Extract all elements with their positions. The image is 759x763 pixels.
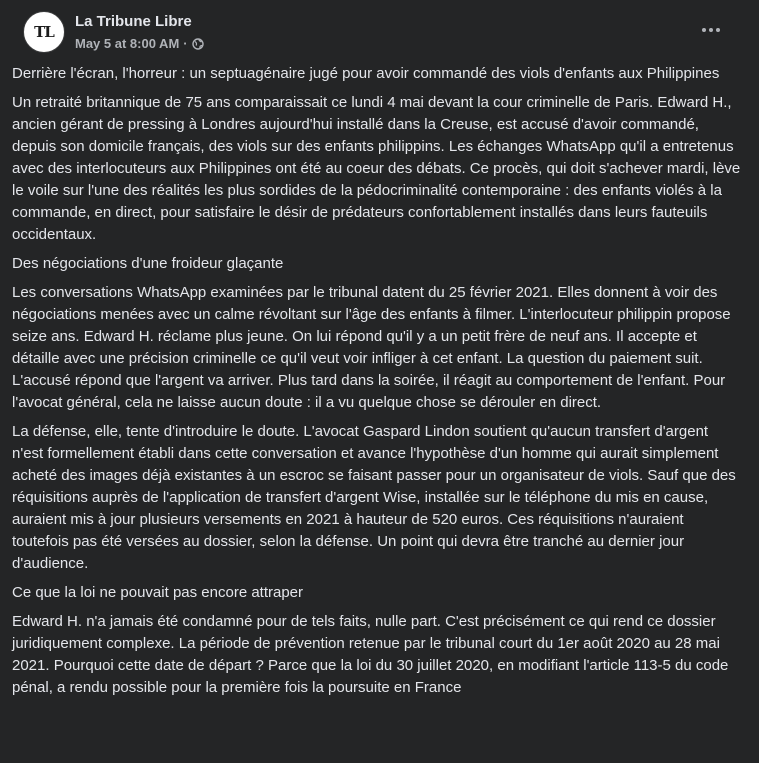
more-horizontal-icon[interactable]: [693, 18, 729, 42]
avatar[interactable]: [23, 11, 65, 53]
post-meta: [75, 36, 204, 52]
post-paragraph: Edward H. n'a jamais été condamné pour de tels faits, nulle part. C'est précisément ce qui rend ce dossier juridiquement complexe. La période de prévention retenue par le tribunal court du 1er août 2020 au 28 mai 2021. Pourquoi cette date de départ ? Parce que la loi du 30 juillet 2020, en modifiant l'article 113-5 du code pénal, a rendu possible pour la première fois la poursuite en France: [12, 613, 729, 696]
post-paragraph: Les conversations WhatsApp examinées par le tribunal datent du 25 février 2021. Elles donnent à voir des négociations menées avec un calme révoltant sur l'âge des enfants à filmer. L'interlocuteur philippin propose seize ans. Edward H. réclame plus jeune. On lui répond qu'il y a un petit frère de neuf ans. Il accepte et détaille avec une précision criminelle ce qu'il veut voir infliger à cet enfant. La question du paiement suit. L'accusé répond que l'argent va arriver. Plus tard dans la soirée, il réagit au comportement de l'enfant. Pour l'avocat général, cela ne laisse aucun doute : il a vu quelque chose se dérouler en direct.: [12, 284, 731, 411]
post-subheading: Des négociations d'une froideur glaçante: [12, 255, 284, 272]
post-subheading: Ce que la loi ne pouvait pas encore attraper: [12, 584, 304, 601]
avatar-logo-text: TL: [34, 23, 54, 41]
post-header: [12, 0, 747, 68]
post-paragraph: Derrière l'écran, l'horreur : un septuagénaire jugé pour avoir commandé des viols d'enfants aux Philippines: [12, 65, 720, 82]
globe-icon[interactable]: [192, 38, 204, 50]
post-paragraph: La défense, elle, tente d'introduire le doute. L'avocat Gaspard Lindon soutient qu'aucun transfert d'argent n'est formellement établi dans cette conversation et avance l'hypothèse d'un homme qui aurait simplement acheté des images déjà existantes à un escroc se faisant passer pour un organisateur de viols. Sauf que des réquisitions auprès de l'application de transfert d'argent Wise, installée sur le téléphone du mis en cause, auraient mis à jour plusieurs versements en 2021 à hauteur de 520 euros. Ces réquisitions n'auraient toutefois pas été versées au dossier, selon la défense. Un point qui devra être tranché au dernier jour d'audience.: [12, 423, 736, 572]
author-name[interactable]: La Tribune Libre: [75, 13, 192, 30]
meta-separator: ·: [183, 36, 188, 51]
post-paragraph: Un retraité britannique de 75 ans comparaissait ce lundi 4 mai devant la cour criminelle de Paris. Edward H., ancien gérant de pressing à Londres aujourd'hui installé dans la Creuse, est accusé d'avoir commandé, depuis son domicile français, des viols sur des enfants philippins. Les échanges WhatsApp qu'il a entretenus avec des interlocuteurs aux Philippines ont été au coeur des débats. Ce procès, qui doit s'achever mardi, lève le voile sur l'une des réalités les plus sordides de la pédocriminalité contemporaine : des enfants violés à la commande, en direct, pour satisfaire le désir de prédateurs confortablement installés dans leurs fauteuils occidentaux.: [12, 94, 741, 243]
post-timestamp[interactable]: May 5 at 8:00 AM: [75, 36, 180, 51]
post-body: [12, 63, 742, 706]
